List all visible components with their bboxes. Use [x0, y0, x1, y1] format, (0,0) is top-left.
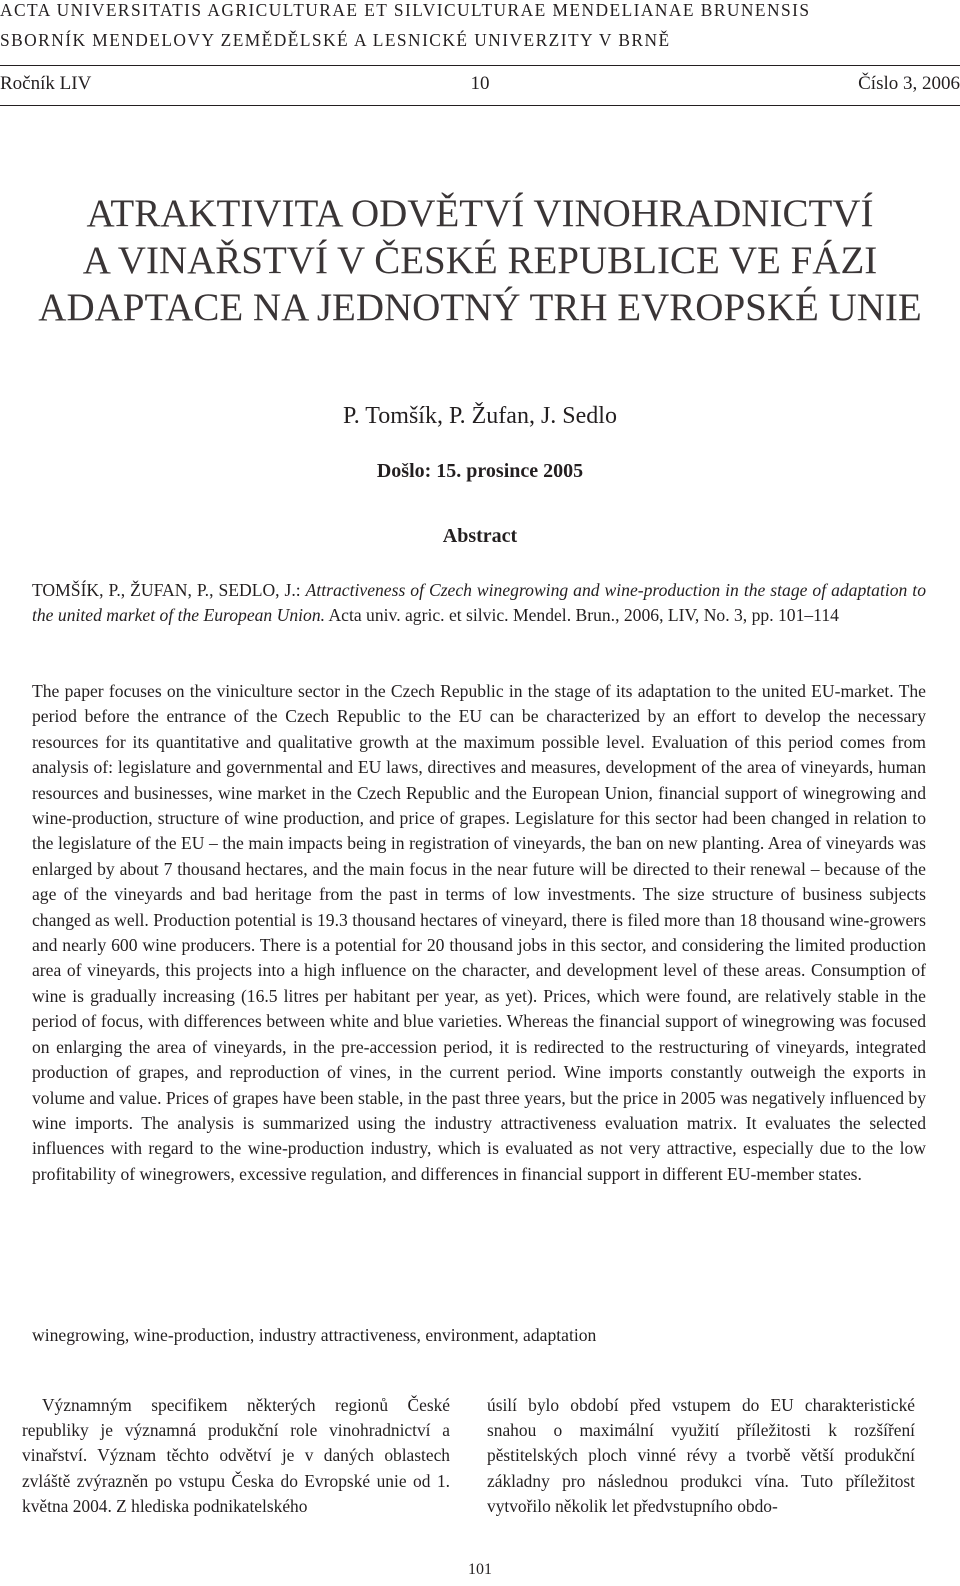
author-list: P. Tomšík, P. Žufan, J. Sedlo — [343, 403, 617, 429]
volume-line — [0, 73, 960, 97]
body-column-left: Významným specifikem některých regionů České republiky je významná produkční role vinohradnictví a vinařství. Význam těchto odvětví je v daných oblastech zvláště zvýrazněn po vstupu Česka do Evropské unie od 1. května 2004. Z hlediska podnikatelského — [22, 1395, 450, 1516]
citation — [32, 578, 926, 628]
journal-title-latin: ACTA UNIVERSITATIS AGRICULTURAE ET SILVICULTURAE MENDELIANAE BRUNENSIS — [0, 0, 811, 20]
volume-label: Ročník LIV — [0, 73, 92, 94]
citation-authors: TOMŠÍK, P., ŽUFAN, P., SEDLO, J.: — [32, 580, 306, 600]
journal-title-czech: SBORNÍK MENDELOVY ZEMĚDĚLSKÉ A LESNICKÉ UNIVERZITY V BRNĚ — [0, 30, 671, 50]
issue-label: Číslo 3, 2006 — [858, 73, 960, 94]
volume-number: 10 — [470, 73, 490, 94]
citation-source: Acta univ. agric. et silvic. Mendel. Brun., 2006, LIV, No. 3, pp. 101–114 — [325, 605, 839, 625]
header-rule-bottom — [0, 105, 960, 106]
citation-title: Attractiveness of Czech winegrowing and wine-production in the stage of adaptation to the united market of the European Union. — [32, 580, 926, 625]
body-column-right: úsilí bylo období před vstupem do EU charakteristické snahou o maximální využití příležitosti k rozšíření pěstitelských ploch vinné révy a tvorbě větší produkční základny pro následnou produkci vína. Tuto příležitost vytvořilo několik let předvstupního obdo- — [487, 1395, 915, 1516]
abstract-heading: Abstract — [442, 525, 518, 547]
abstract-text: The paper focuses on the viniculture sector in the Czech Republic in the stage of its adaptation to the united EU-market. The period before the entrance of the Czech Republic to the EU can be characterized by an effort to develop the necessary resources for its quantitative and qualitative growth at the maximum possible level. Evaluation of this period comes from analysis of: legislature and governmental and EU laws, directives and measures, development of the area of vineyards, human resources and businesses, wine market in the Czech Republic and the European Union, financial support of winegrowing and wine-production, structure of wine production, and price of grapes. Legislature for this sector had been changed in relation to the legislature of the EU – the main impacts being in registration of vineyards, the ban on new planting. Area of vineyards was enlarged by about 7 thousand hectares, and the main focus in the near future will be directed to their renewal – because of the age of the vineyards and bad heritage from the past in terms of low investments. The size structure of business subjects changed as well. Production potential is 19.3 thousand hectares of vineyard, there is filed more than 18 thousand wine-growers and nearly 600 wine producers. There is a potential for 20 thousand jobs in this sector, and considering the limited production area of vineyards, this projects into a high influence on the character, and development level of these areas. Consumption of wine is gradually increasing (16.5 litres per habitant per year, as yet). Prices, which were found, are relatively stable in the period of focus, with differences between white and blue varieties. Whereas the financial support of winegrowing was focused on enlarging the area of vineyards, in the pre-accession period, it is redirected to the restructuring of vineyards, integrated production of grapes, and reproduction of vines, in the current period. Wine imports constantly outweigh the exports in volume and value. Prices of grapes have been stable, in the past three years, but the price in 2005 was negatively influenced by wine imports. The analysis is summarized using the industry attractiveness evaluation matrix. It evaluates the selected influences with regard to the wine-production industry, which is evaluated as not very attractive, especially due to the low profitability of winegrowers, excessive regulation, and differences in financial support in different EU-member states. — [32, 681, 926, 1184]
keywords: winegrowing, wine-production, industry attractiveness, environment, adaptation — [32, 1325, 597, 1345]
received-date: Došlo: 15. prosince 2005 — [376, 460, 584, 482]
header-rule-top — [0, 65, 960, 66]
page-number: 101 — [468, 1561, 492, 1578]
article-title-line: A VINAŘSTVÍ V ČESKÉ REPUBLICE VE FÁZI — [82, 239, 878, 282]
article-title-line: ATRAKTIVITA ODVĚTVÍ VINOHRADNICTVÍ — [86, 192, 874, 235]
article-title — [0, 190, 960, 331]
article-title-line: ADAPTACE NA JEDNOTNÝ TRH EVROPSKÉ UNIE — [38, 286, 922, 329]
